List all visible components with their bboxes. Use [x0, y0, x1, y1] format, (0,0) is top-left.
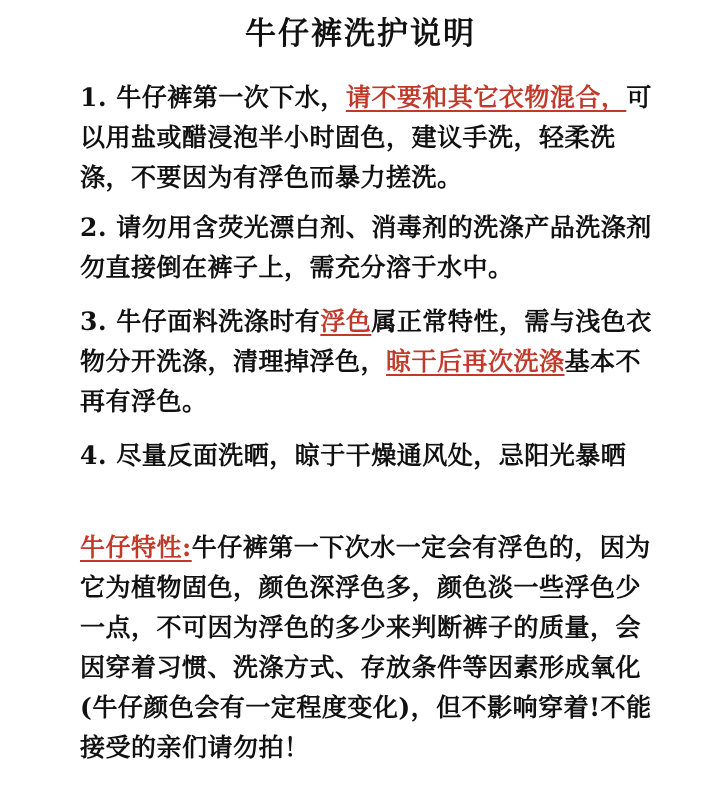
- denim-characteristics: [80, 528, 660, 768]
- instruction-item-3: [80, 302, 660, 422]
- instruction-3-highlight-rewash: 晾干后再次洗涤: [386, 347, 565, 376]
- instruction-item-1: [80, 78, 660, 198]
- instruction-3-text-c: 基本不再有浮色。: [80, 347, 642, 416]
- instruction-3-highlight-float-color: 浮色: [320, 307, 372, 336]
- page-title: 牛仔裤洗护说明: [245, 16, 476, 52]
- instruction-1-text-b: 可以用盐或醋浸泡半小时固色，建议手洗，轻柔洗涤，不要因为有浮色而暴力搓洗。: [80, 83, 652, 192]
- instruction-4-text: 4. 尽量反面洗晒，晾于干燥通风处，忌阳光暴晒: [80, 441, 627, 470]
- instruction-3-text-b: 属正常特性，需与浅色衣物分开洗涤，清理掉浮色，: [80, 307, 652, 376]
- characteristics-text: 牛仔裤第一下次水一定会有浮色的，因为它为植物固色，颜色深浮色多，颜色淡一些浮色少一点，不可因为浮色的多少来判断裤子的质量，会因穿着习惯、洗涤方式、存放条件等因素形成氧化(牛仔颜色会有一定程度变化)，但不影响穿着!不能接受的亲们请勿拍！: [80, 533, 652, 762]
- instruction-item-2: [80, 208, 660, 288]
- instruction-1-warning: 请不要和其它衣物混合，: [345, 83, 627, 112]
- instruction-3-text-a: 3. 牛仔面料洗涤时有: [80, 307, 321, 336]
- instruction-1-text-a: 1. 牛仔裤第一次下水，: [80, 83, 346, 112]
- characteristics-label: 牛仔特性:: [80, 533, 192, 562]
- instruction-item-4: [80, 436, 660, 476]
- instruction-2-text: 2. 请勿用含荧光漂白剂、消毒剂的洗涤产品洗涤剂勿直接倒在裤子上，需充分溶于水中。: [80, 213, 652, 282]
